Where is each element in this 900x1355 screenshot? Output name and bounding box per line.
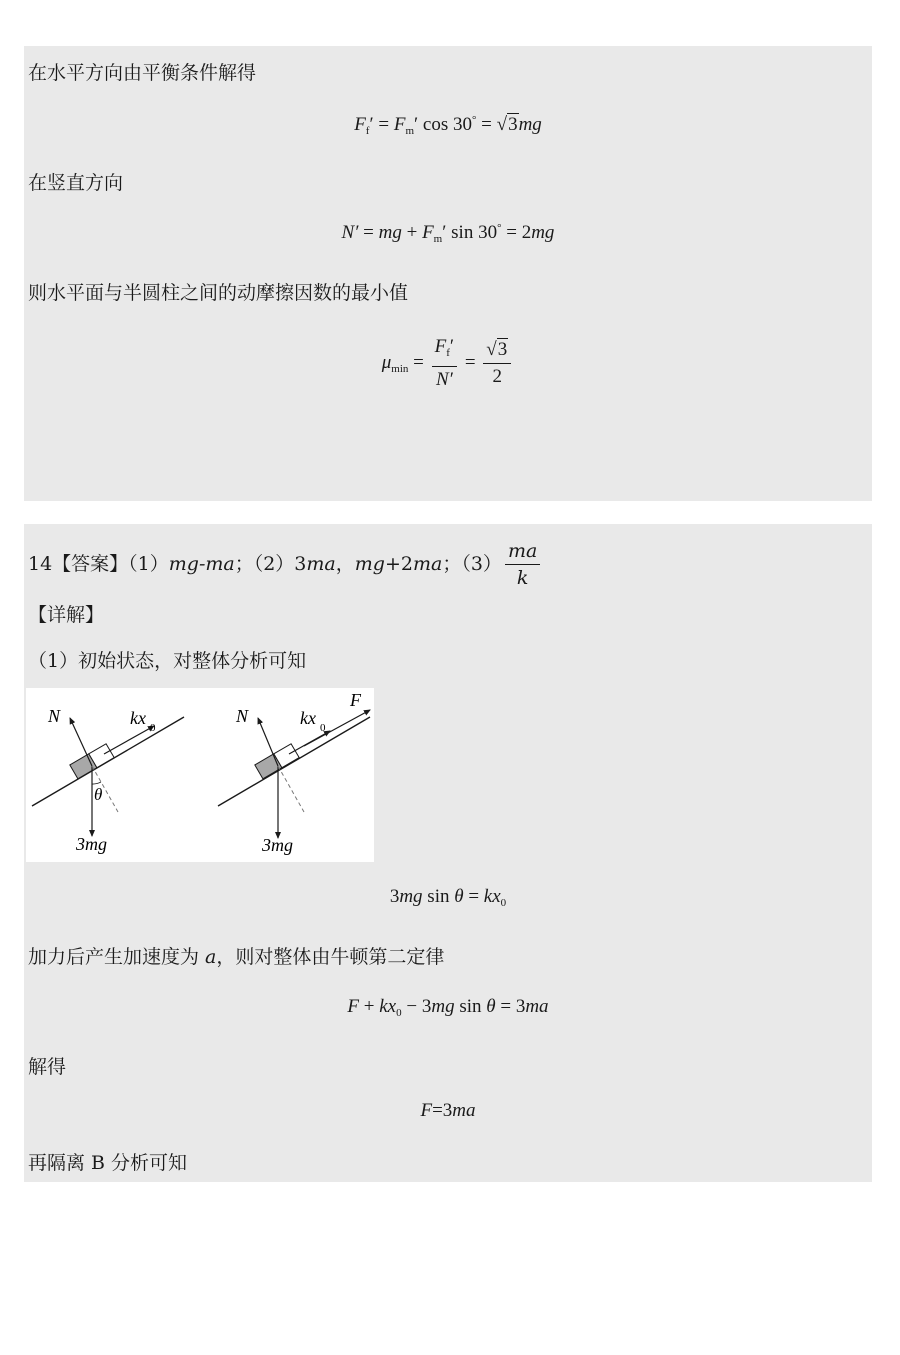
answer-2a: ma xyxy=(306,553,336,575)
text-horizontal: 在水平方向由平衡条件解得 xyxy=(28,62,257,84)
answer-sep2: ；（3） xyxy=(442,553,502,575)
label-3mg-right: 3mg xyxy=(262,835,293,855)
eq4-eq: = xyxy=(463,886,484,907)
eq1-op1: = xyxy=(373,114,394,135)
text-isolate: 再隔离 B 分析可知 xyxy=(28,1152,188,1174)
label-kx-right: kx xyxy=(300,708,316,728)
eq6-ma: ma xyxy=(452,1100,476,1121)
eq3-num-sub: f xyxy=(446,347,450,359)
equation-result xyxy=(24,1100,872,1122)
eq1-sqrt: 3 xyxy=(508,114,518,135)
eq3-eq2: = xyxy=(460,351,481,373)
equation-normal-force xyxy=(24,222,872,245)
text-acceleration xyxy=(28,942,444,969)
answer-3-den: k xyxy=(516,567,529,589)
eq4-sub: 0 xyxy=(500,897,507,909)
eq5-sin: sin xyxy=(454,996,487,1017)
equation-mu-min xyxy=(24,336,872,391)
label-kx-sub-right: 0 xyxy=(320,722,326,734)
eq2-t2-prime: ′ xyxy=(442,222,447,243)
force-diagram xyxy=(26,688,374,862)
label-N-right: N xyxy=(236,706,249,726)
label-kx-left: kx xyxy=(130,708,146,728)
answer-2c: ma xyxy=(412,553,443,575)
eq2-t3: mg xyxy=(531,222,555,243)
text-min-coefficient: 则水平面与半圆柱之间的动摩擦因数的最小值 xyxy=(28,282,409,304)
eq1-mid: F xyxy=(393,114,406,135)
eq3-den2: 2 xyxy=(492,366,503,387)
diagram-left xyxy=(32,706,184,854)
eq4-kx: kx xyxy=(483,886,501,907)
solution-panel-2 xyxy=(24,524,872,1182)
label-N-left: N xyxy=(48,706,61,726)
answer-2c-plus: +2 xyxy=(384,553,413,575)
eq5-sub: 0 xyxy=(396,1007,402,1019)
dashed-line-right xyxy=(278,766,304,812)
eq5-F: F xyxy=(347,996,360,1017)
eq5-mg: mg xyxy=(431,996,455,1017)
label-3mg-left: 3mg xyxy=(76,834,107,854)
solution-panel-1 xyxy=(24,46,872,501)
answer-sep1: ；（2）3 xyxy=(234,553,307,575)
answer-prefix: 14【答案】（1） xyxy=(28,553,169,575)
eq1-cos: cos 30 xyxy=(422,114,472,135)
eq2-t1: mg xyxy=(378,222,402,243)
eq4-mg: mg xyxy=(399,886,423,907)
answer-3-frac xyxy=(505,540,540,589)
eq1-op2: = √ xyxy=(476,114,508,135)
text-accel-b: ，则对整体由牛顿第二定律 xyxy=(216,946,445,968)
eq1-lhs-sub: f xyxy=(365,125,370,137)
answer-comma: ， xyxy=(335,553,355,575)
equation-initial xyxy=(24,886,872,909)
eq3-frac1 xyxy=(432,336,457,391)
eq3-mu-sub: min xyxy=(391,362,409,375)
eq2-lhs: N′ xyxy=(341,222,359,243)
eq5-eq: = 3 xyxy=(495,996,526,1017)
eq3-num: F xyxy=(434,336,447,357)
eq2-op3: = 2 xyxy=(501,222,532,243)
eq2-op1: = xyxy=(358,222,379,243)
text-accel-var: a xyxy=(205,946,217,968)
answer-3-num: ma xyxy=(505,540,540,565)
eq5-minus: − 3 xyxy=(401,996,432,1017)
eq5-kx: kx xyxy=(379,996,397,1017)
eq1-rhs: mg xyxy=(518,114,542,135)
eq5-theta: θ xyxy=(486,996,496,1017)
label-theta: θ xyxy=(94,785,103,804)
eq3-frac2: $\frac{√3}{2}$ xyxy=(483,339,511,388)
theta-arc xyxy=(92,782,101,784)
block-right xyxy=(255,744,299,779)
eq6-F: F xyxy=(420,1100,433,1121)
force-diagram-svg xyxy=(26,688,374,862)
eq3-eq1: = xyxy=(408,351,429,373)
text-vertical: 在竖直方向 xyxy=(28,172,124,194)
equation-friction xyxy=(24,114,872,137)
part1-text: （1）初始状态，对整体分析可知 xyxy=(28,650,307,672)
eq2-deg: ° xyxy=(497,222,502,234)
text-accel-a: 加力后产生加速度为 xyxy=(28,946,206,968)
text-solve: 解得 xyxy=(28,1056,67,1078)
detail-label: 【详解】 xyxy=(28,604,105,626)
eq4-c: 3 xyxy=(389,886,400,907)
eq1-lhs: F xyxy=(354,114,366,135)
eq6-eq: =3 xyxy=(432,1100,453,1121)
eq5-ma: ma xyxy=(525,996,549,1017)
label-kx-sub-left: 0 xyxy=(150,722,156,734)
eq2-t2: F xyxy=(422,222,434,243)
eq1-deg: ° xyxy=(472,114,477,126)
eq3-mu: μ xyxy=(381,351,392,373)
eq1-mid-prime: ′ xyxy=(414,114,419,135)
eq3-num-prime: ′ xyxy=(449,336,455,357)
eq1-mid-sub: m xyxy=(405,125,415,137)
eq2-sin: sin 30 xyxy=(446,222,498,243)
answer-1: mg-ma xyxy=(168,553,235,575)
eq4-theta: θ xyxy=(454,886,464,907)
eq5-plus: + xyxy=(359,996,380,1017)
equation-newton xyxy=(24,996,872,1019)
label-F: F xyxy=(350,690,361,710)
incline-line-right xyxy=(218,717,370,806)
eq1-prime: ′ xyxy=(369,114,374,135)
eq3-sqrt: 3 xyxy=(497,339,508,360)
eq2-op2: + xyxy=(401,222,423,243)
answer-2b: mg xyxy=(354,553,385,575)
diagram-right xyxy=(218,690,370,855)
answer-line xyxy=(28,540,543,589)
eq3-den: N′ xyxy=(435,369,453,390)
eq2-t2-sub: m xyxy=(433,233,443,245)
eq4-sin: sin xyxy=(422,886,455,907)
